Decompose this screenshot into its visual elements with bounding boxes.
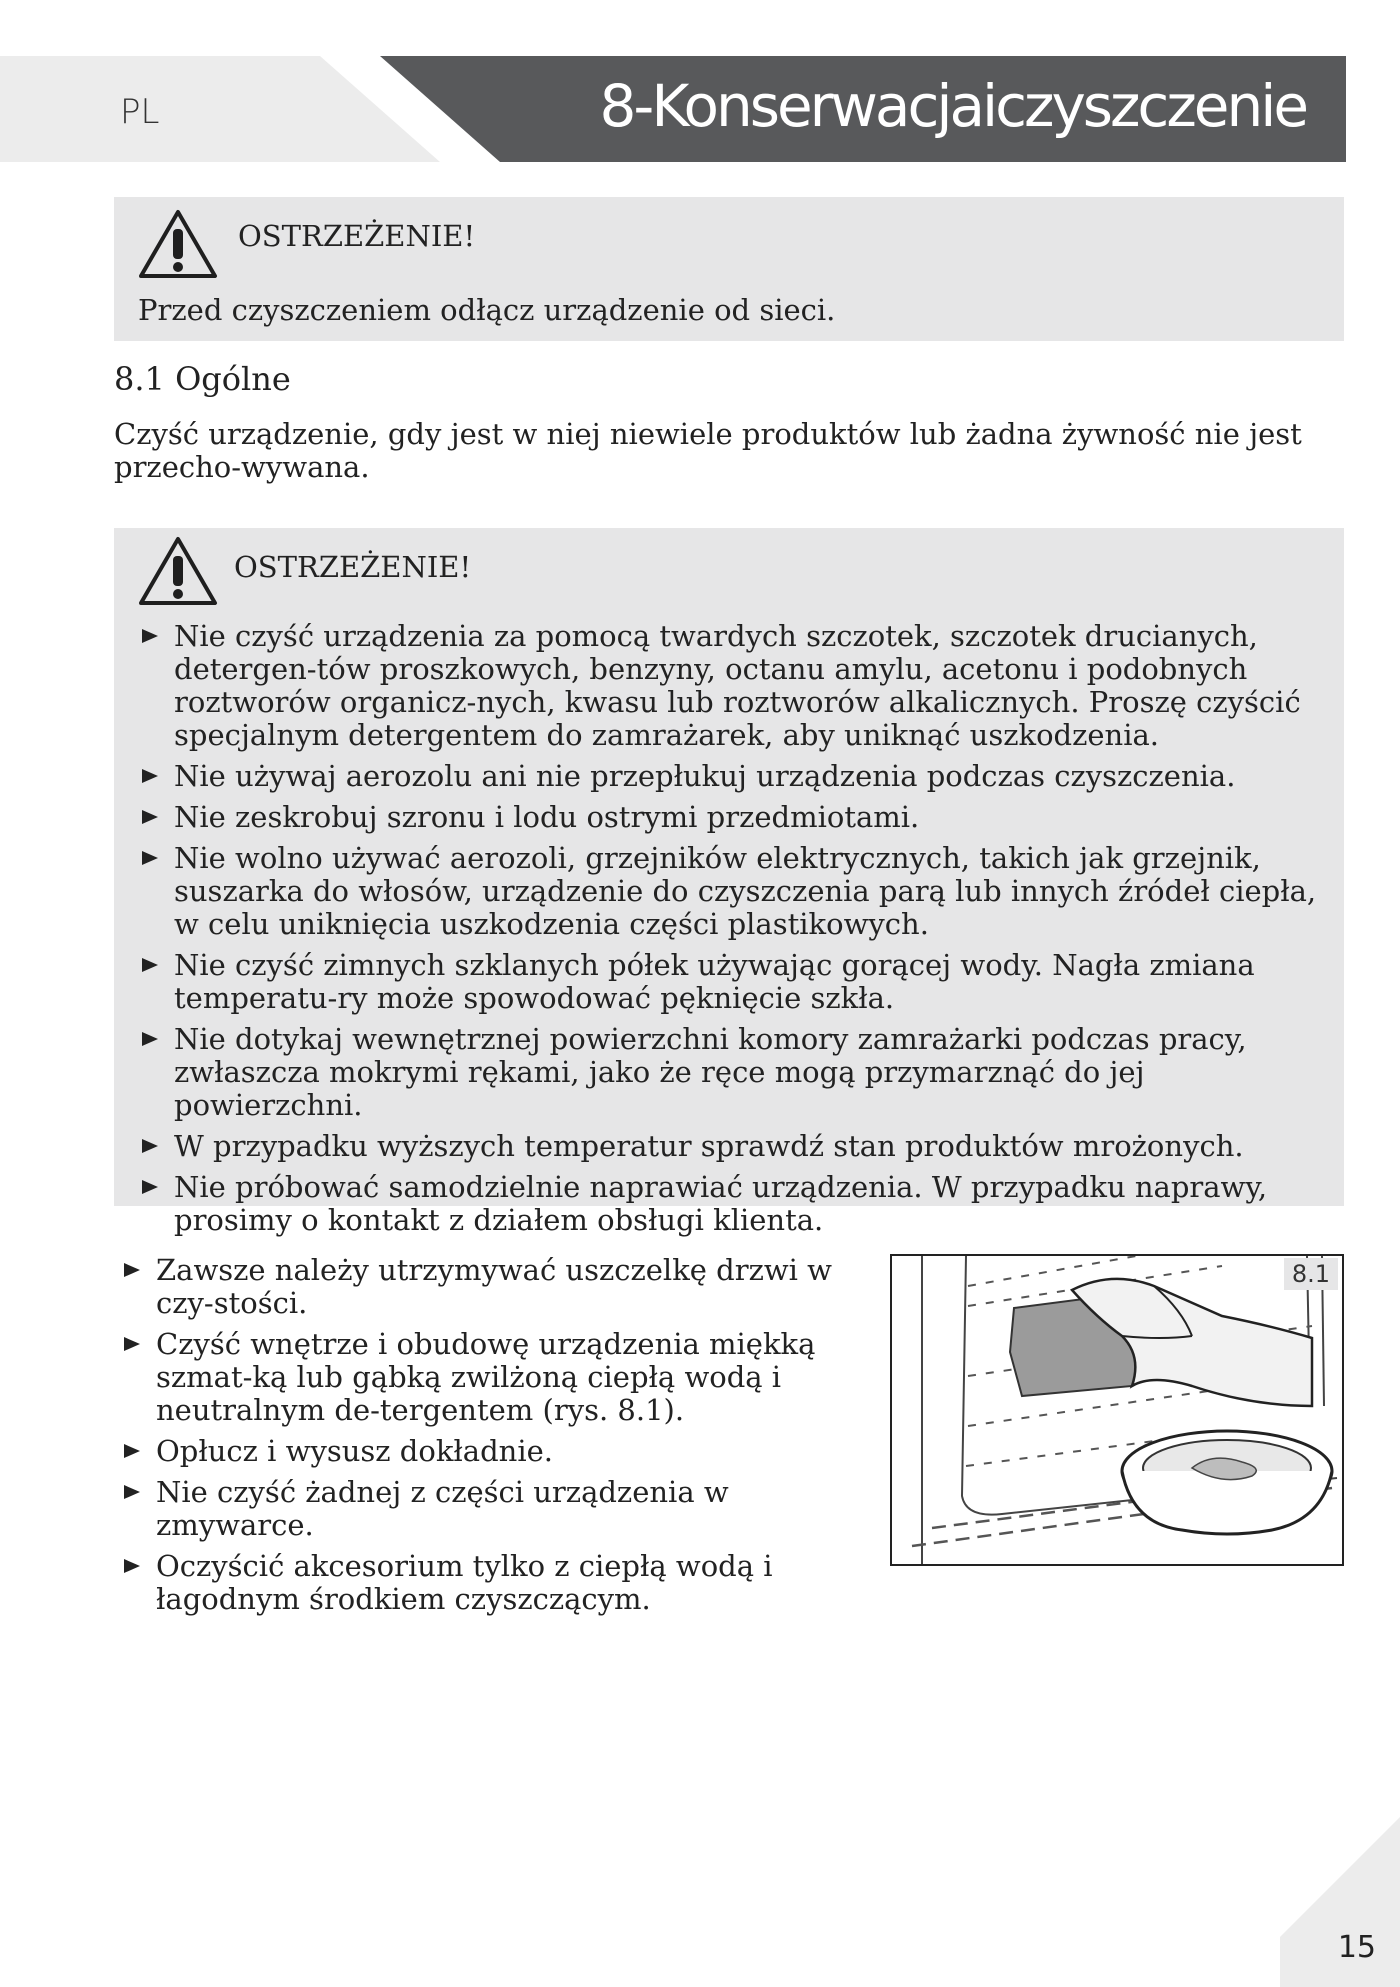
list-item: Nie zeskrobuj szronu i lodu ostrymi przedmiotami.	[132, 801, 1332, 834]
list-item: Oczyścić akcesorium tylko z ciepłą wodą i łagodnym środkiem czyszczącym.	[114, 1550, 874, 1616]
figure-label: 8.1	[1284, 1258, 1338, 1290]
list-item: Nie używaj aerozolu ani nie przepłukuj urządzenia podczas czyszczenia.	[132, 760, 1332, 793]
page-number: 15	[1337, 1930, 1376, 1965]
bullet-arrow-icon	[142, 629, 158, 643]
section-intro: Czyść urządzenie, gdy jest w niej niewiele produktów lub żadna żywność nie jest przecho-wywana.	[114, 417, 1302, 484]
warning-triangle-icon	[136, 534, 220, 608]
chapter-title: 8-Konserwacjaiczyszczenie	[599, 72, 1306, 140]
bullet-arrow-icon	[124, 1444, 140, 1458]
list-item: Nie czyść żadnej z części urządzenia w zmywarce.	[114, 1476, 874, 1542]
bullet-arrow-icon	[142, 958, 158, 972]
warning-title: OSTRZEŻENIE!	[234, 550, 472, 584]
figure-cleaning-illustration	[890, 1254, 1344, 1566]
warning-title: OSTRZEŻENIE!	[238, 219, 476, 253]
section-title: 8.1 Ogólne	[114, 360, 291, 398]
list-item: Nie czyść urządzenia za pomocą twardych szczotek, szczotek drucianych, detergen-tów proszkowych, benzyny, octanu amylu, acetonu i podobnych roztworów organicz-nych, kwasu lub roztworów alkalicznych. Proszę czyścić specjalnym detergentem do zamrażarek, aby uniknąć uszkodzenia.	[132, 620, 1332, 752]
list-item: Zawsze należy utrzymywać uszczelkę drzwi w czy-stości.	[114, 1254, 874, 1320]
hand-sponge-bowl-illustration	[892, 1256, 1342, 1564]
header-left-tab	[0, 56, 440, 162]
list-item: Nie próbować samodzielnie naprawiać urządzenia. W przypadku naprawy, prosimy o kontakt z działem obsługi klienta.	[132, 1171, 1332, 1237]
warning-triangle-icon	[136, 207, 220, 281]
bullet-arrow-icon	[142, 851, 158, 865]
warning-text: Przed czyszczeniem odłącz urządzenie od sieci.	[138, 293, 836, 327]
bullet-arrow-icon	[142, 1180, 158, 1194]
list-item: Opłucz i wysusz dokładnie.	[114, 1435, 874, 1468]
list-item: Czyść wnętrze i obudowę urządzenia miękką szmat-ką lub gąbką zwilżoną ciepłą wodą i neutralnym de-tergentem (rys. 8.1).	[114, 1328, 874, 1427]
warning-box-cleaning	[114, 528, 1344, 1237]
list-item: Nie czyść zimnych szklanych półek używając gorącej wody. Nagła zmiana temperatu-ry może spowodować pęknięcie szkła.	[132, 949, 1332, 1015]
list-item: Nie wolno używać aerozoli, grzejników elektrycznych, takich jak grzejnik, suszarka do włosów, urządzenie do czyszczenia parą lub innych źródeł ciepła, w celu uniknięcia uszkodzenia części plastikowych.	[132, 842, 1332, 941]
warning-box-disconnect	[114, 197, 1344, 341]
bullet-arrow-icon	[142, 1139, 158, 1153]
bullet-arrow-icon	[142, 769, 158, 783]
bullet-arrow-icon	[142, 810, 158, 824]
list-item: Nie dotykaj wewnętrznej powierzchni komory zamrażarki podczas pracy, zwłaszcza mokrymi rękami, jako że ręce mogą przymarznąć do jej powierzchni.	[132, 1023, 1332, 1122]
list-item: W przypadku wyższych temperatur sprawdź stan produktów mrożonych.	[132, 1130, 1332, 1163]
bullet-arrow-icon	[124, 1485, 140, 1499]
bullet-arrow-icon	[124, 1263, 140, 1277]
cleaning-instructions-list	[114, 1254, 874, 1624]
warning-list	[132, 620, 1332, 1245]
bullet-arrow-icon	[124, 1559, 140, 1573]
language-label: PL	[120, 92, 160, 132]
bullet-arrow-icon	[124, 1337, 140, 1351]
bullet-arrow-icon	[142, 1032, 158, 1046]
